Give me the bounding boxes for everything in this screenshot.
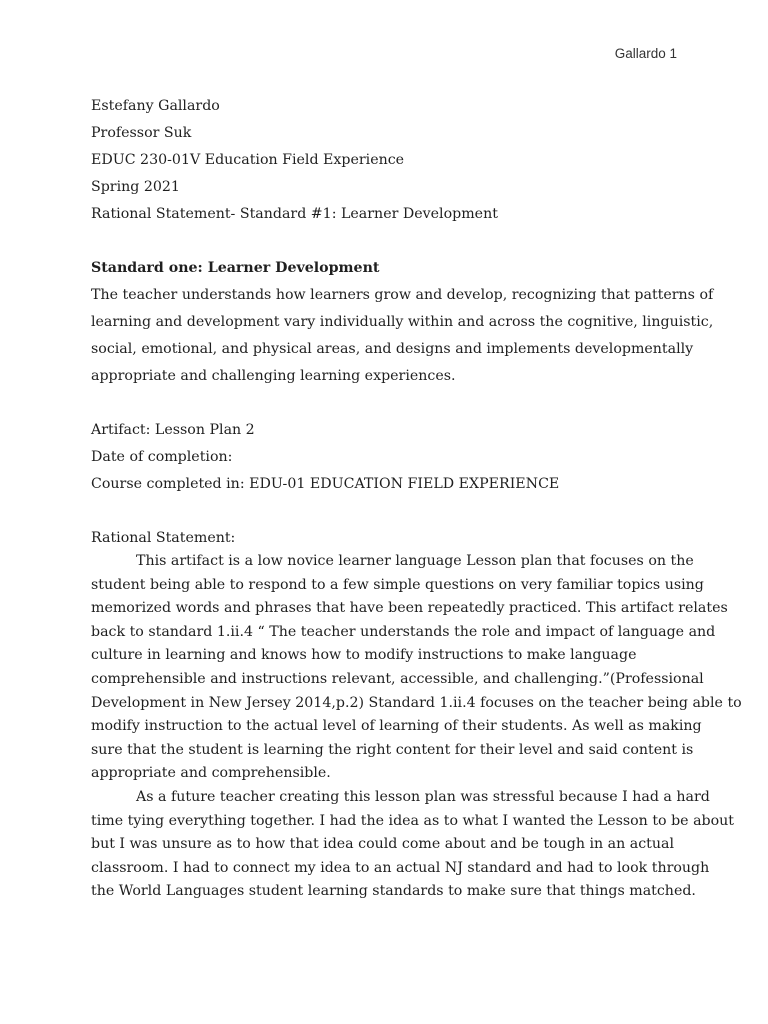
paragraph-line: sure that the student is learning the right content for their level and said content is	[91, 741, 694, 758]
paragraph-line: This artifact is a low novice learner language Lesson plan that focuses on the	[136, 553, 694, 569]
course-name: EDUC 230-01V Education Field Experience	[91, 152, 405, 168]
spacer	[91, 498, 683, 525]
paragraph-line: but I was unsure as to how that idea could come about and be tough in an actual	[91, 836, 674, 853]
course-completed-line: Course completed in: EDU-01 EDUCATION FIELD EXPERIENCE	[91, 476, 560, 492]
standard-text-line: social, emotional, and physical areas, and designs and implements developmentally	[91, 341, 694, 357]
paragraph-line: time tying everything together. I had the idea as to what I wanted the Lesson to be about	[91, 812, 734, 829]
page-header-number: Gallardo 1	[614, 46, 677, 61]
heading-block	[91, 93, 683, 228]
paragraph-line: student being able to respond to a few simple questions on very familiar topics using	[91, 576, 704, 593]
standard-text-line: appropriate and challenging learning experiences.	[91, 368, 456, 384]
paragraph-line: comprehensible and instructions relevant, accessible, and challenging.”(Professional	[91, 670, 704, 687]
standard-section	[91, 255, 714, 390]
term: Spring 2021	[91, 179, 180, 195]
standard-text-line: learning and development vary individually within and across the cognitive, linguistic,	[91, 314, 714, 330]
rational-paragraph-2	[91, 786, 734, 904]
rational-paragraph-1	[91, 550, 742, 786]
spacer	[91, 390, 683, 417]
standard-text-line: The teacher understands how learners grow and develop, recognizing that patterns of	[91, 287, 714, 303]
spacer	[91, 228, 683, 255]
paragraph-line: As a future teacher creating this lesson plan was stressful because I had a hard	[136, 788, 710, 805]
artifact-section	[91, 417, 683, 498]
rational-section	[91, 525, 742, 904]
paragraph-line: appropriate and comprehensible.	[91, 765, 331, 782]
author-name: Estefany Gallardo	[91, 98, 220, 114]
date-of-completion-line: Date of completion:	[91, 449, 233, 465]
paragraph-line: classroom. I had to connect my idea to an actual NJ standard and had to look through	[91, 859, 710, 876]
paragraph-line: Development in New Jersey 2014,p.2) Standard 1.ii.4 focuses on the teacher being able to	[91, 694, 742, 711]
paragraph-line: modify instruction to the actual level of learning of their students. As well as making	[91, 718, 702, 735]
paragraph-line: back to standard 1.ii.4 “ The teacher understands the role and impact of language and	[91, 623, 716, 640]
professor-name: Professor Suk	[91, 125, 192, 141]
artifact-line: Artifact: Lesson Plan 2	[91, 422, 255, 438]
document-title: Rational Statement- Standard #1: Learner Development	[91, 206, 498, 222]
document-body	[91, 93, 742, 904]
paragraph-line: memorized words and phrases that have been repeatedly practiced. This artifact relates	[91, 600, 728, 617]
rational-label: Rational Statement:	[91, 530, 236, 546]
standard-heading: Standard one: Learner Development	[91, 260, 380, 276]
paragraph-line: the World Languages student learning standards to make sure that things matched.	[91, 883, 696, 900]
paragraph-line: culture in learning and knows how to modify instructions to make language	[91, 647, 637, 664]
